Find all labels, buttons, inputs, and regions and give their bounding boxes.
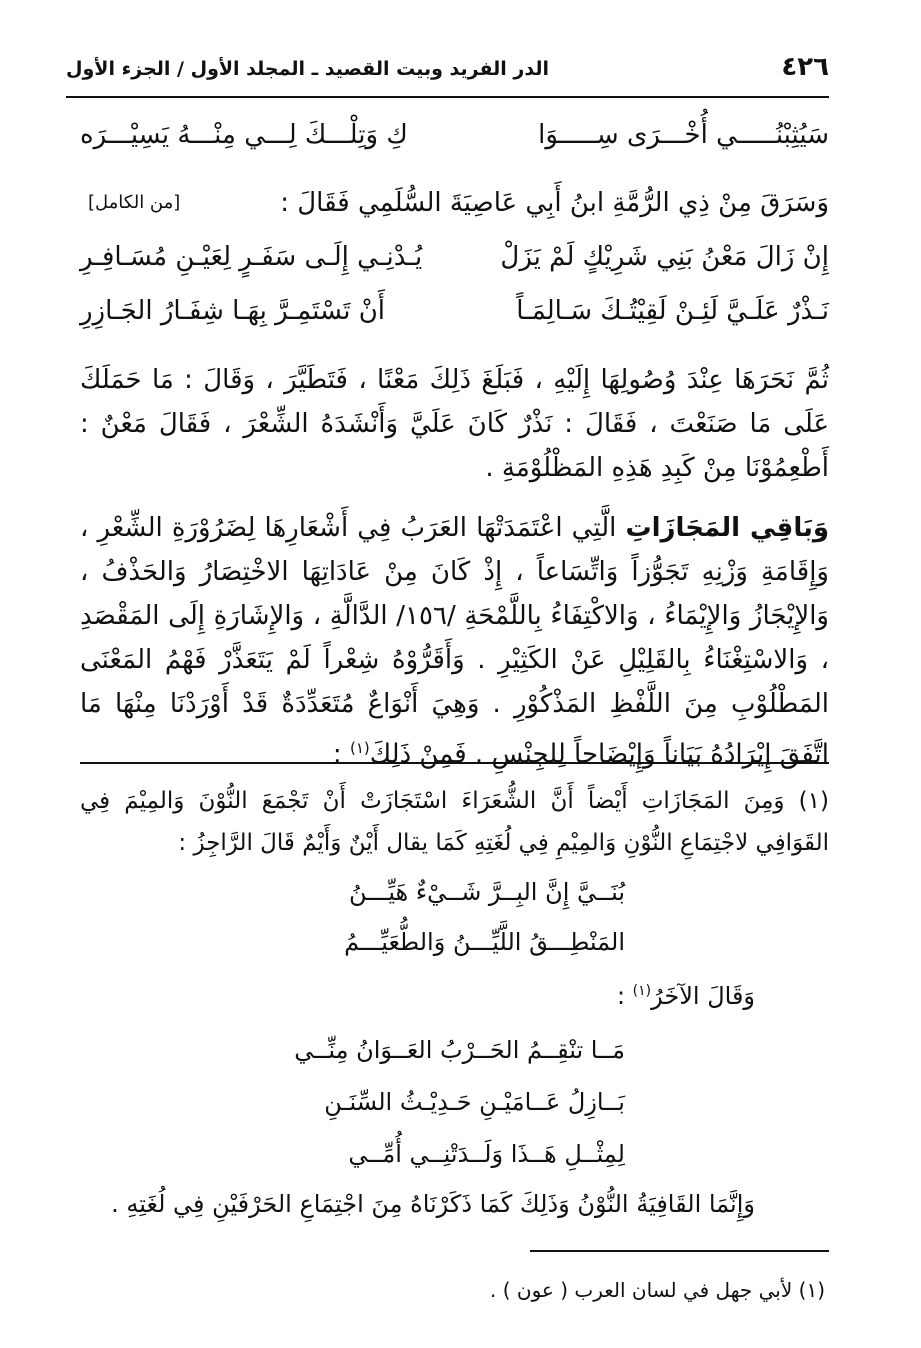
running-title: الدر الفريد وبيت القصيد ـ المجلد الأول / الجزء الأول bbox=[66, 58, 549, 80]
verse-1 bbox=[80, 242, 829, 292]
footnote-second-ref: (١) bbox=[632, 983, 652, 999]
footnote-verse-1a: بُنَــيَّ إِنَّ البِــرَّ شَــيْءٌ هَيِّـــنُ bbox=[348, 878, 625, 906]
header-rule bbox=[66, 96, 829, 98]
verse-1-second-hemistich: يُـدْنِـي إِلَـى سَفَـرٍ لِعَيْـنِ مُسَـافِـرِ bbox=[80, 242, 423, 272]
footnote-closing: وَإِنَّمَا القَافِيَةُ النُّوْنُ وَذَلِكَ كَمَا ذَكَرْنَاهُ مِنَ اجْتِمَاعِ الحَرْفَيْنِ فِي لُغَتِهِ . bbox=[111, 1190, 755, 1218]
page-number: ٤٢٦ bbox=[781, 52, 829, 82]
verse-top bbox=[80, 120, 829, 170]
footnote-second-intro bbox=[617, 982, 755, 1010]
paragraph-2-bold-lead: وَبَاقِي المَجَازَاتِ bbox=[625, 513, 830, 543]
intro-line: وَسَرَقَ مِنْ ذِي الرُّمَّةِ ابنُ أَبِي عَاصِيَةَ السُّلَمِي فَقَالَ : bbox=[280, 188, 829, 218]
verse-2-second-hemistich: أَنْ تَسْتَمِـرَّ بِهَـا شِفَـارُ الجَـازِرِ bbox=[80, 296, 386, 326]
paragraph-1: ثُمَّ نَحَرَهَا عِنْدَ وُصُولِهَا إِلَيْهِ ، فَبَلَغَ ذَلِكَ مَعْنًا ، فَتَطَيَّرَ ، وَقَالَ : مَا حَمَلَكَ عَلَى مَا صَنَعْتَ ، فَقَالَ : نَذْرٌ كَانَ عَلَيَّ وَأَنْشَدَهُ الشِّعْرَ ، فَقَالَ مَعْنٌ : أَطْعِمُوْنَا مِنْ كَبِدِ هَذِهِ المَظْلُوْمَةِ . bbox=[80, 365, 829, 483]
footnote-second-intro-text: وَقَالَ الآخَرُ bbox=[651, 982, 755, 1010]
footnote-verse-2c: لِمِثْــلِ هَــذَا وَلَــدَتْنِــي أُمِّــي bbox=[348, 1140, 625, 1168]
paragraph-2-tail: : bbox=[332, 739, 350, 770]
footnote-text bbox=[80, 780, 829, 864]
footnote-marker: (١) bbox=[798, 788, 829, 814]
footnote-second-tail: : bbox=[616, 982, 633, 1010]
footnote-verse-2a: مَــا تنْقِــمُ الحَــرْبُ العَــوَانُ مِنِّــي bbox=[294, 1036, 625, 1064]
endnote: (١) لأبي جهل في لسان العرب ( عون ) . bbox=[490, 1278, 825, 1302]
paragraph-2-text: الَّتِي اعْتَمَدَتْهَا العَرَبُ فِي أَشْعَارِهَا لِضَرُوْرَةِ الشِّعْرِ ، وَإِقَامَةِ وَزْنِهِ تَجَوُّزاً وَاتِّسَاعاً ، إِذْ كَانَ مِنْ عَادَاتِهَا الاخْتِصَارُ وَالحَذْفُ ، وَالإِيْجَازُ وَالإِيْمَاءُ ، وَالاكْتِفَاءُ بِاللَّمْحَةِ /١٥٦/ الدَّالَّةِ ، وَالإِشَارَةِ إِلَى المَقْصَدِ ، وَالاسْتِغْنَاءُ بِالقَلِيْلِ عَنْ الكَثِيْرِ . وَأَقَرُّوْهُ شِعْراً لَمْ يَتَعَذَّرْ فَهْمُ المَعْنَى المَطْلُوْبِ مِنَ اللَّفْظِ المَذْكُوْرِ . وَهِيَ أَنْوَاعٌ مُتَعَدِّدَةٌ قَدْ أَوْرَدْنَا مِنْهَا مَا اتَّفَقَ إِيْرَادُهُ بَيَاناً وَإِيْضَاحاً لِلجِنْسِ . فَمِنْ ذَلِكَ bbox=[80, 513, 829, 770]
verse-2 bbox=[80, 296, 829, 346]
verse-top-first-hemistich: سَيُثِبْنُـــــي أُخْـــرَى سِـــــوَا bbox=[538, 120, 829, 150]
paragraph-2-footnote-ref: (١) bbox=[349, 739, 370, 757]
footnote-verse-1b: المَنْطِـــقُ اللَّيِّـــنُ وَالطُّعَيِّـــمُ bbox=[344, 928, 625, 956]
footnote-verse-2b: بَــازِلُ عَــامَيْـنِ حَـدِيْـثُ السِّنَـنِ bbox=[324, 1088, 625, 1116]
verse-2-first-hemistich: نَـذْرٌ عَلَـيَّ لَئِـنْ لَقِيْتُـكَ سَـالِمَـاً bbox=[516, 296, 829, 326]
endnote-rule bbox=[530, 1250, 829, 1252]
body-separator-rule bbox=[80, 762, 829, 764]
verse-top-second-hemistich: كِ وَتِلْـــكَ لِـــي مِنْـــهُ يَسِيْـــرَه bbox=[80, 120, 408, 150]
footnote-body: وَمِنَ المَجَازَاتِ أَيْضاً أَنَّ الشُّعَرَاءَ اسْتَجَازَتْ أَنْ تَجْمَعَ النُّوْنَ وَالمِيْمَ فِي القَوَافِي لاجْتِمَاعِ النُّوْنِ وَالمِيْمِ فِي لُغَتِهِ كَمَا يقال أَيْنٌ وَأَيْمٌ قَالَ الرَّاجِزُ : bbox=[80, 788, 829, 856]
paragraph-2 bbox=[80, 506, 829, 777]
verse-1-first-hemistich: إِنْ زَالَ مَعْنُ بَنِي شَرِيْكٍ لَمْ يَزَلْ bbox=[500, 242, 829, 272]
meter-tag: [من الكامل] bbox=[88, 192, 181, 213]
